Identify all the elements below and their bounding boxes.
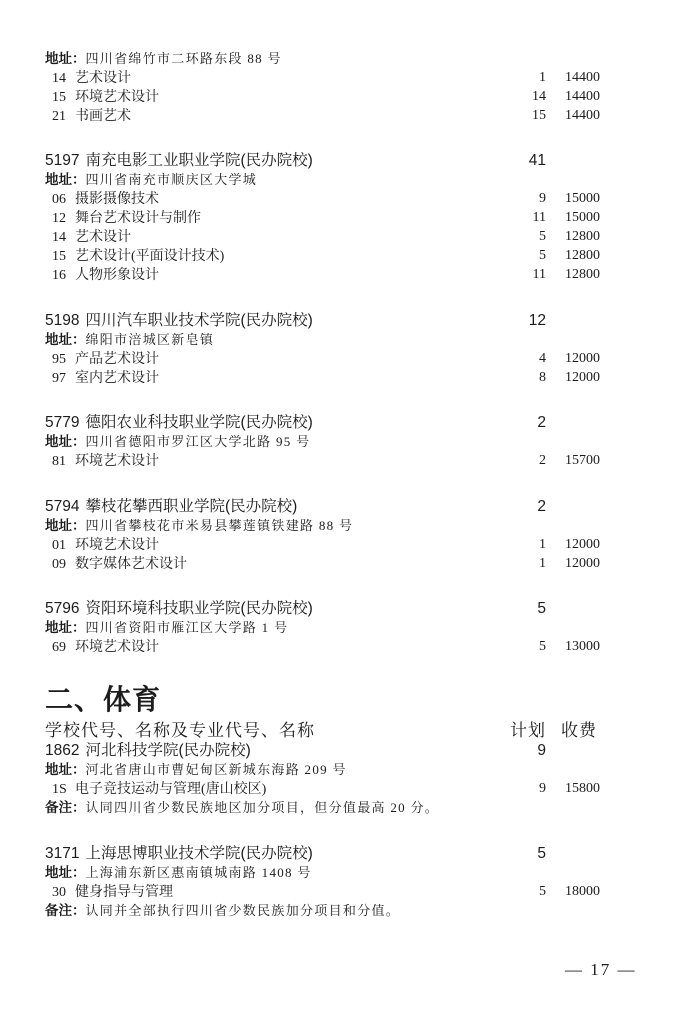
- school-block: [45, 311, 605, 387]
- major-plan: 4: [539, 350, 546, 366]
- major-fee: 15800: [565, 781, 600, 796]
- major-name: 艺术设计: [75, 230, 131, 245]
- school-address: [45, 863, 605, 882]
- major-plan: 2: [539, 453, 546, 468]
- column-header-row: [45, 721, 605, 741]
- major-name: 环境艺术设计: [75, 537, 159, 553]
- major-name: 电子竞技运动与管理(唐山校区): [75, 782, 267, 797]
- major-row: [45, 882, 605, 901]
- major-plan: 1: [539, 555, 546, 571]
- school-plan: 9: [537, 742, 546, 759]
- major-name: 人物形象设计: [75, 268, 159, 283]
- major-fee: 12800: [565, 248, 600, 263]
- school-name: 上海思博职业技术学院(民办院校): [85, 844, 313, 862]
- major-fee: 13000: [565, 639, 600, 654]
- major-code: 06: [52, 192, 66, 207]
- school-plan: 12: [528, 311, 546, 329]
- major-fee: 12000: [565, 555, 600, 571]
- major-code: 09: [52, 556, 66, 572]
- major-name: 环境艺术设计: [75, 89, 159, 105]
- school-block: [45, 599, 605, 656]
- school-name: 资阳环境科技职业学院(民办院校): [85, 600, 313, 617]
- major-code: 12: [52, 211, 66, 226]
- school-name: 攀枝花攀西职业学院(民办院校): [85, 497, 298, 515]
- school-header: [45, 311, 605, 330]
- major-fee: 12800: [565, 267, 600, 282]
- school-header: [45, 151, 605, 170]
- major-row: [45, 208, 605, 227]
- school-address: [45, 49, 605, 68]
- major-name: 数字媒体艺术设计: [75, 556, 187, 572]
- school-address: [45, 516, 605, 535]
- school-header: [45, 497, 605, 516]
- major-row: [45, 189, 605, 208]
- address-text: 四川省德阳市罗江区大学北路 95 号: [85, 434, 311, 449]
- note-text: 认同并全部执行四川省少数民族加分项目和分值。: [85, 902, 401, 918]
- major-code: 1S: [52, 782, 67, 797]
- school-plan: 2: [537, 497, 546, 515]
- school-address: [45, 760, 605, 779]
- major-code: 14: [52, 230, 66, 245]
- school-name: 德阳农业科技职业学院(民办院校): [85, 414, 313, 431]
- major-code: 81: [52, 454, 66, 469]
- major-plan: 5: [539, 883, 546, 899]
- address-text: 河北省唐山市曹妃甸区新城东海路 209 号: [85, 762, 347, 777]
- school-code: 5779: [45, 414, 80, 431]
- major-code: 69: [52, 640, 66, 655]
- major-plan: 11: [532, 210, 546, 225]
- major-plan: 9: [539, 781, 546, 796]
- major-name: 环境艺术设计: [75, 454, 159, 469]
- page-number: — 17 —: [565, 960, 637, 979]
- school-code: 5794: [45, 497, 80, 515]
- major-fee: 14400: [565, 107, 600, 123]
- column-header-plan: 计划: [510, 721, 546, 740]
- column-header-fee: 收费: [561, 721, 597, 740]
- school-note: [45, 798, 605, 817]
- school-block: [45, 151, 605, 284]
- address-text: 绵阳市涪城区新皂镇: [85, 331, 215, 347]
- major-fee: 14400: [565, 69, 600, 85]
- school-header: [45, 599, 605, 618]
- major-name: 艺术设计: [75, 70, 131, 86]
- major-plan: 1: [539, 69, 546, 85]
- major-row: [45, 227, 605, 246]
- major-plan: 11: [532, 267, 546, 282]
- note-label: 备注：: [45, 902, 86, 918]
- address-label: 地址：: [45, 172, 86, 187]
- major-plan: 5: [539, 229, 546, 244]
- column-header-name: 学校代号、名称及专业代号、名称: [45, 721, 315, 740]
- address-label: 地址：: [45, 864, 86, 880]
- address-text: 四川省南充市顺庆区大学城: [85, 172, 258, 187]
- school-plan: 5: [537, 600, 546, 617]
- school-plan: 5: [537, 844, 546, 862]
- major-plan: 5: [539, 248, 546, 263]
- major-name: 艺术设计(平面设计技术): [75, 249, 225, 264]
- major-row: [45, 87, 605, 106]
- school-note: [45, 901, 605, 920]
- major-fee: 12000: [565, 536, 600, 552]
- address-label: 地址：: [45, 517, 86, 533]
- major-fee: 14400: [565, 88, 600, 104]
- major-plan: 8: [539, 369, 546, 385]
- address-label: 地址：: [45, 50, 86, 66]
- major-fee: 18000: [565, 883, 600, 899]
- school-block: [45, 413, 605, 470]
- major-code: 97: [52, 370, 66, 386]
- major-code: 30: [52, 884, 66, 900]
- major-code: 14: [52, 70, 66, 86]
- school-header: [45, 413, 605, 432]
- major-plan: 15: [532, 107, 546, 123]
- major-name: 书画艺术: [75, 108, 131, 124]
- school-block: [45, 844, 605, 920]
- major-row: [45, 106, 605, 125]
- address-label: 地址：: [45, 331, 86, 347]
- school-address: [45, 330, 605, 349]
- major-plan: 14: [532, 88, 546, 104]
- major-plan: 5: [539, 639, 546, 654]
- address-text: 四川省资阳市雁江区大学路 1 号: [85, 620, 289, 635]
- major-row: [45, 451, 605, 470]
- note-text: 认同四川省少数民族地区加分项目，但分值最高 20 分。: [85, 800, 440, 815]
- major-row: [45, 68, 605, 87]
- school-code: 5198: [45, 311, 80, 329]
- major-code: 16: [52, 268, 66, 283]
- major-fee: 15000: [565, 210, 600, 225]
- art-section-list: [45, 49, 605, 657]
- school-name: 南充电影工业职业学院(民办院校): [85, 152, 313, 169]
- school-code: 5796: [45, 600, 80, 617]
- major-name: 室内艺术设计: [75, 370, 159, 386]
- major-row: [45, 265, 605, 284]
- school-name: 四川汽车职业技术学院(民办院校): [85, 311, 313, 329]
- school-header: [45, 741, 605, 760]
- major-row: [45, 535, 605, 554]
- school-block: [45, 49, 605, 125]
- address-text: 上海浦东新区惠南镇城南路 1408 号: [85, 864, 312, 880]
- major-plan: 1: [539, 536, 546, 552]
- major-row: [45, 349, 605, 368]
- school-block: [45, 497, 605, 573]
- address-label: 地址：: [45, 434, 86, 449]
- address-label: 地址：: [45, 620, 86, 635]
- school-address: [45, 170, 605, 189]
- major-code: 21: [52, 108, 66, 124]
- major-row: [45, 637, 605, 656]
- major-plan: 9: [539, 191, 546, 206]
- major-row: [45, 368, 605, 387]
- school-address: [45, 432, 605, 451]
- major-row: [45, 779, 605, 798]
- major-fee: 12800: [565, 229, 600, 244]
- major-fee: 12000: [565, 350, 600, 366]
- school-plan: 2: [537, 414, 546, 431]
- major-name: 产品艺术设计: [75, 351, 159, 367]
- major-fee: 12000: [565, 369, 600, 385]
- page-content: [45, 49, 605, 920]
- school-name: 河北科技学院(民办院校): [85, 742, 251, 759]
- address-text: 四川省绵竹市二环路东段 88 号: [85, 50, 282, 66]
- sports-section-list: [45, 741, 605, 920]
- school-code: 3171: [45, 844, 80, 862]
- major-name: 健身指导与管理: [75, 884, 173, 900]
- major-name: 环境艺术设计: [75, 640, 159, 655]
- note-label: 备注：: [45, 800, 86, 815]
- address-text: 四川省攀枝花市米易县攀莲镇铁建路 88 号: [85, 517, 354, 533]
- school-address: [45, 618, 605, 637]
- major-fee: 15000: [565, 191, 600, 206]
- major-code: 15: [52, 89, 66, 105]
- section-heading: 二、体育: [45, 684, 162, 715]
- major-name: 摄影摄像技术: [75, 192, 159, 207]
- school-code: 1862: [45, 742, 80, 759]
- address-label: 地址：: [45, 762, 86, 777]
- major-code: 95: [52, 351, 66, 367]
- major-fee: 15700: [565, 453, 600, 468]
- major-code: 15: [52, 249, 66, 264]
- major-code: 01: [52, 537, 66, 553]
- school-header: [45, 844, 605, 863]
- school-plan: 41: [528, 152, 546, 169]
- major-row: [45, 554, 605, 573]
- major-row: [45, 246, 605, 265]
- major-name: 舞台艺术设计与制作: [75, 211, 201, 226]
- school-code: 5197: [45, 152, 80, 169]
- school-block: [45, 741, 605, 817]
